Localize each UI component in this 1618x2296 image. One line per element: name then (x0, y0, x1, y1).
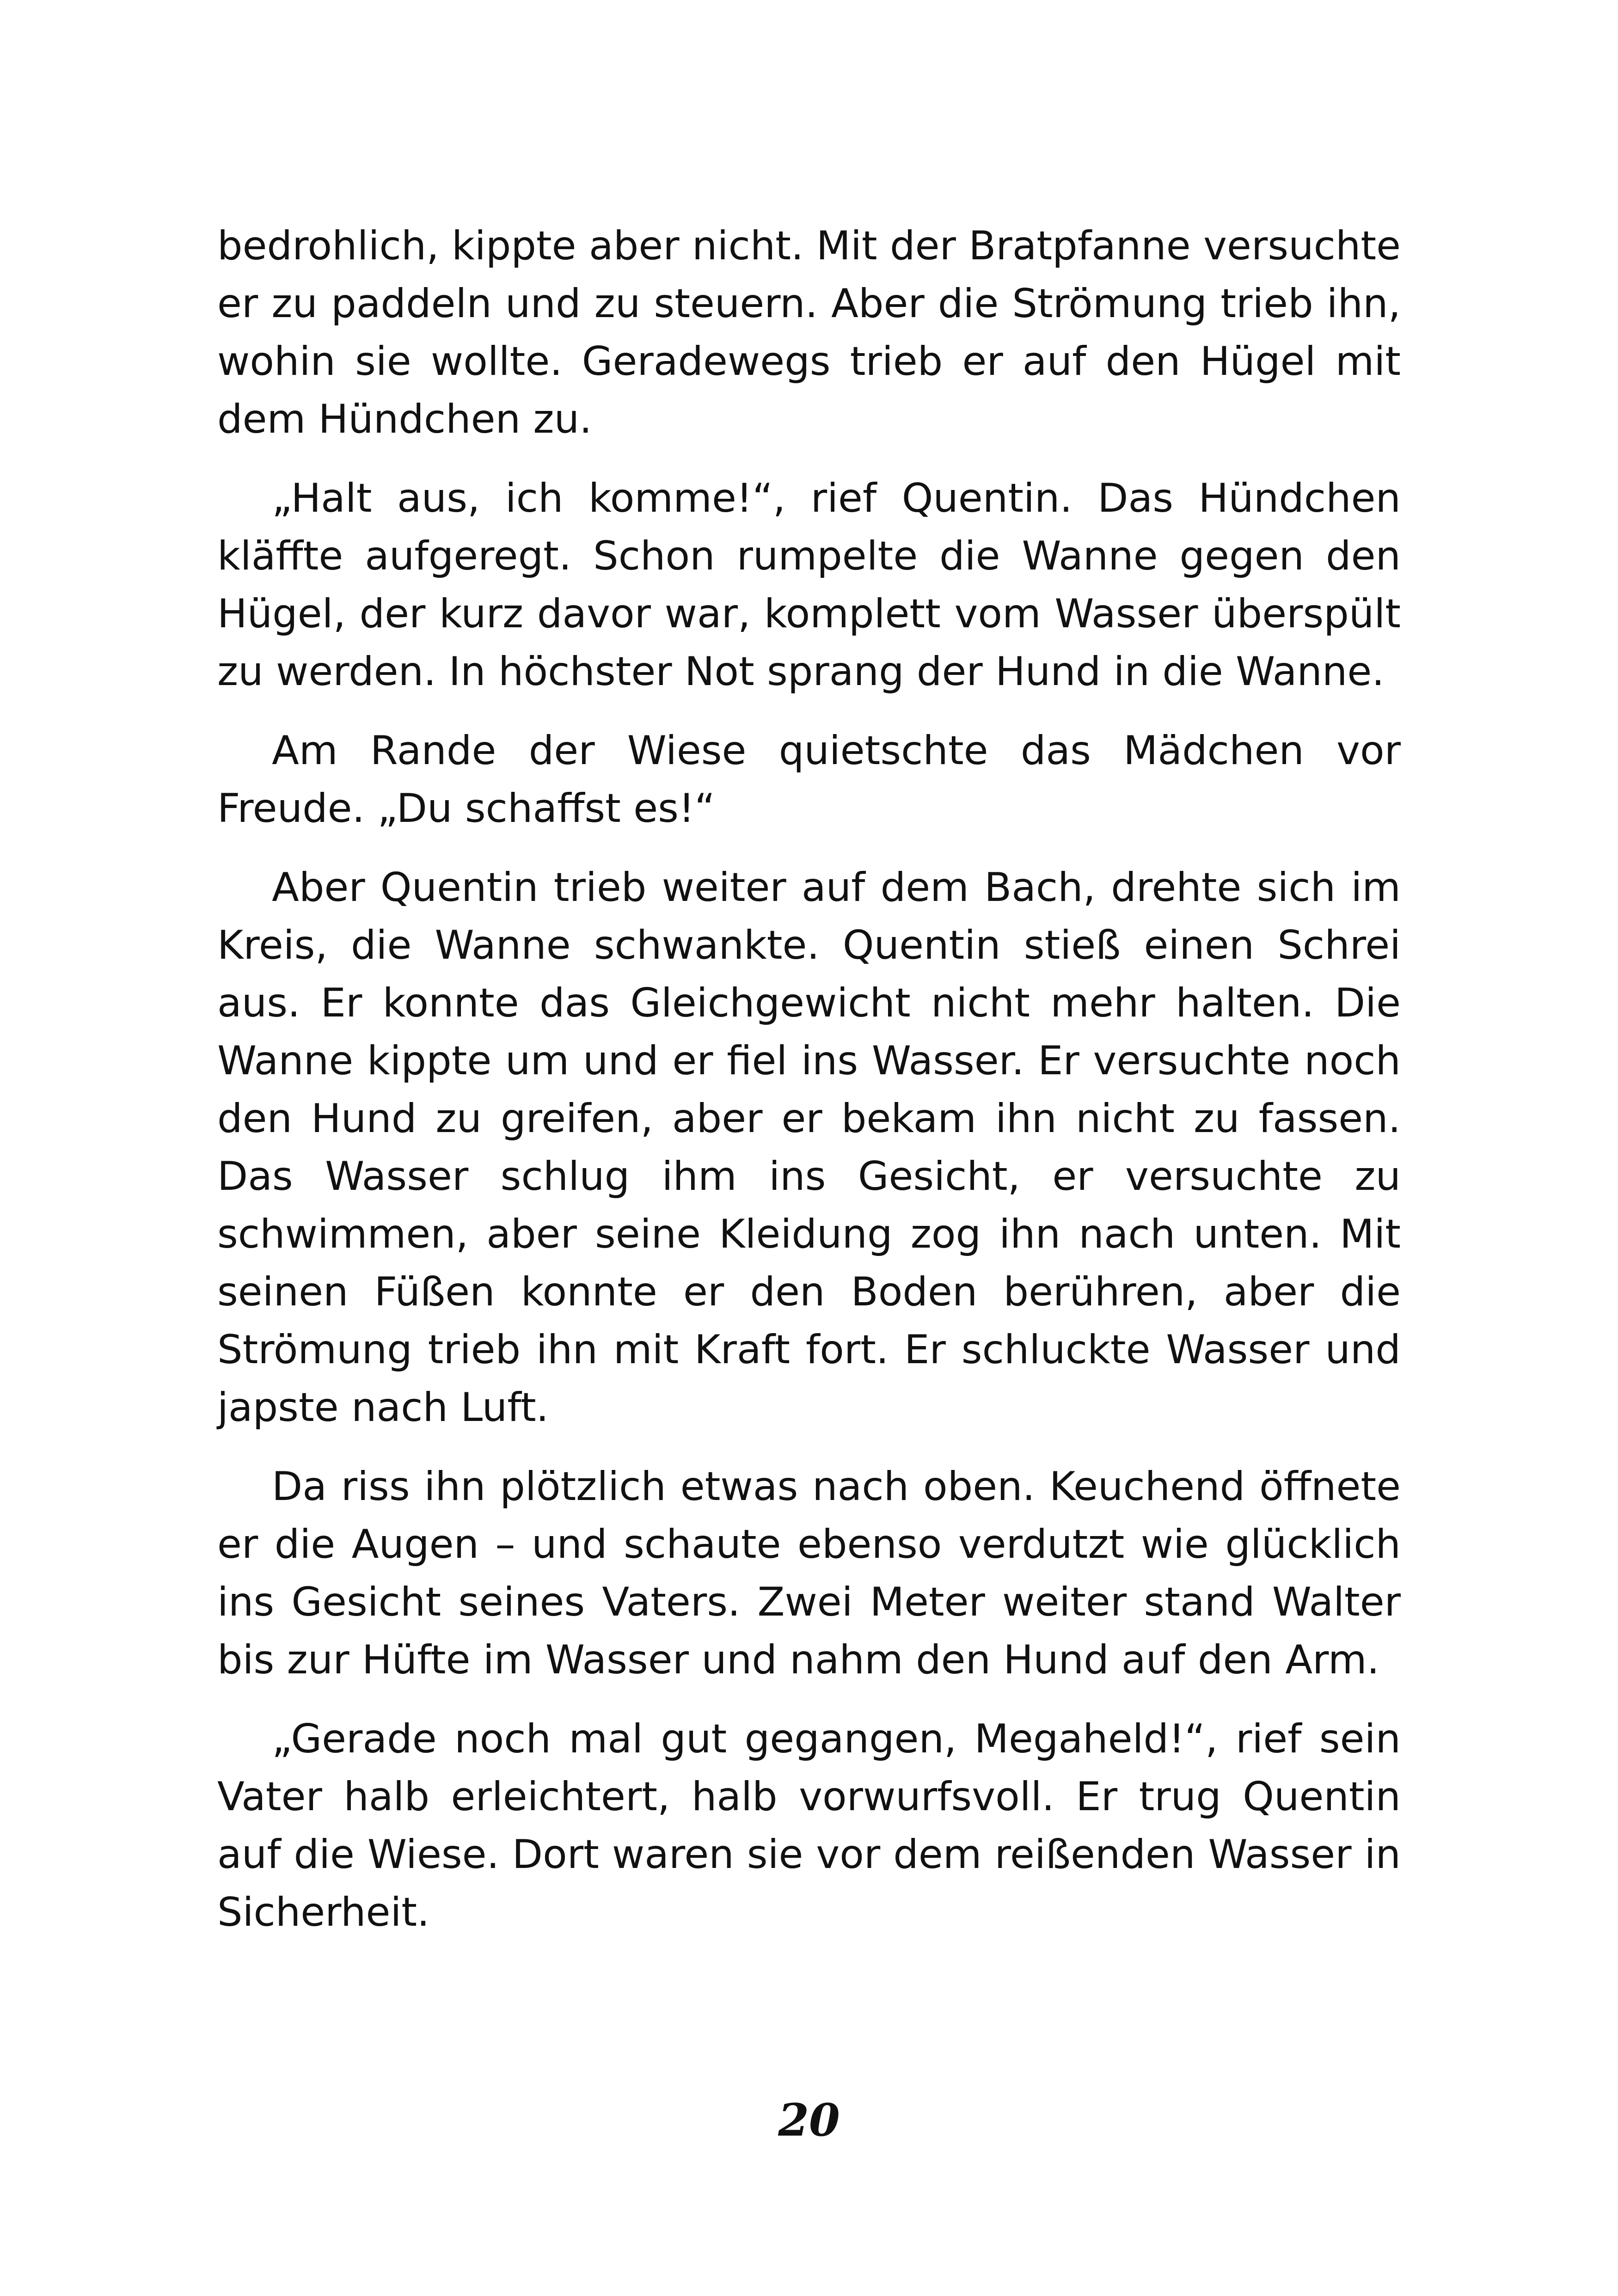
paragraph-6: „Gerade noch mal gut gegangen, Megaheld!“, rief sein Vater halb erleichtert, halb vorwurfsvoll. Er trug Quentin auf die Wiese. Dort waren sie vor dem reißenden Wasser in Sicherheit. (217, 1716, 1401, 1935)
body-text (217, 217, 1401, 1963)
paragraph-1: bedrohlich, kippte aber nicht. Mit der Bratpfanne versuchte er zu paddeln und zu steuern. Aber die Strömung trieb ihn, wohin sie wollte. Geradewegs trieb er auf den Hügel mit dem Hündchen zu. (217, 223, 1401, 442)
paragraph-5: Da riss ihn plötzlich etwas nach oben. Keuchend öffnete er die Augen – und schaute ebenso verdutzt wie glücklich ins Gesicht seines Vaters. Zwei Meter weiter stand Walter bis zur Hüfte im Wasser und nahm den Hund auf den Arm. (217, 1463, 1401, 1683)
paragraph-4: Aber Quentin trieb weiter auf dem Bach, drehte sich im Kreis, die Wanne schwankte. Quentin stieß einen Schrei aus. Er konnte das Gleichgewicht nicht mehr halten. Die Wanne kippte um und er fiel ins Wasser. Er versuchte noch den Hund zu greifen, aber er bekam ihn nicht zu fassen. Das Wasser schlug ihm ins Gesicht, er versuchte zu schwimmen, aber seine Kleidung zog ihn nach unten. Mit seinen Füßen konnte er den Boden berühren, aber die Strömung trieb ihn mit Kraft fort. Er schluckte Wasser und japste nach Luft. (217, 864, 1401, 1431)
page-number: 20 (778, 2094, 840, 2146)
paragraph-3: Am Rande der Wiese quietschte das Mädchen vor Freude. „Du schaffst es!“ (217, 728, 1401, 832)
paragraph-2: „Halt aus, ich komme!“, rief Quentin. Das Hündchen kläffte aufgeregt. Schon rumpelte die Wanne gegen den Hügel, der kurz davor war, komplett vom Wasser überspült zu werden. In höchster Not sprang der Hund in die Wanne. (217, 475, 1401, 695)
